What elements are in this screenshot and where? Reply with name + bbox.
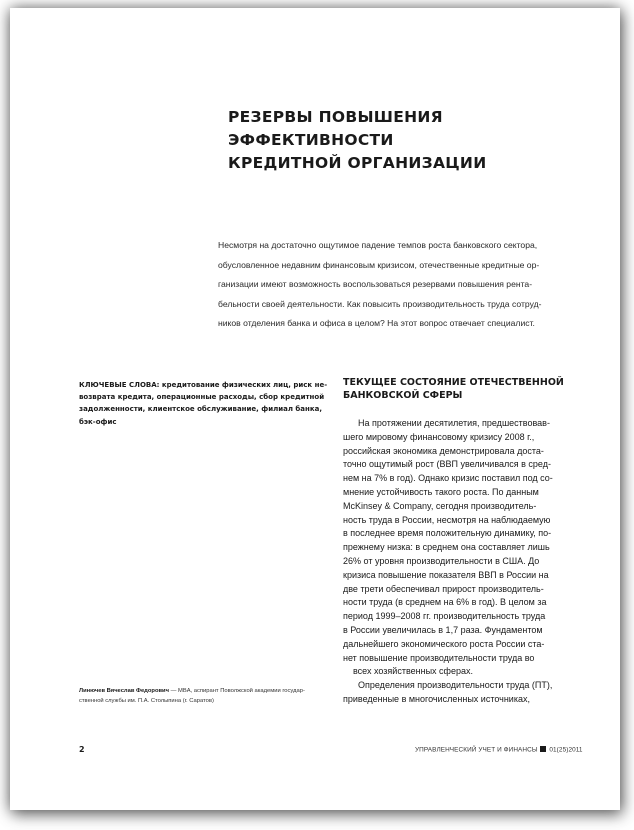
- lead-line: ников отделения банка и офиса в целом? На этот вопрос отвечает специалист.: [218, 318, 535, 329]
- article-title-line: РЕЗЕРВЫ ПОВЫШЕНИЯ ЭФФЕКТИВНОСТИ: [228, 108, 443, 149]
- author-affiliation: — MBA, аспирант Поволжской академии государ-: [168, 688, 305, 694]
- body-line: нем на 7% в год). Однако кризис поставил под со-: [343, 473, 553, 484]
- running-footer: [415, 746, 583, 754]
- section-heading-line: ТЕКУЩЕЕ СОСТОЯНИЕ ОТЕЧЕСТВЕННОЙ: [343, 377, 564, 388]
- section-heading-line: БАНКОВСКОЙ СФЕРЫ: [343, 390, 463, 401]
- body-line: 26% от уровня производительности в США. До: [343, 555, 540, 566]
- lead-paragraph: [218, 236, 588, 334]
- body-line: мнение устойчивость такого роста. По данным: [343, 486, 539, 497]
- keywords-line: возврата кредита, операционные расходы, сбор кредитной: [79, 393, 325, 402]
- author-note: [79, 686, 339, 706]
- keywords-line: КЛЮЧЕВЫЕ СЛОВА: кредитование физических лиц, риск не-: [79, 381, 328, 389]
- body-line: На протяжении десятилетия, предшествовав-: [358, 418, 550, 428]
- body-line: кризиса повышение показателя ВВП в России на: [343, 569, 549, 580]
- keywords-block: [79, 379, 329, 428]
- body-line: McKinsey & Company, сегодня производитель-: [343, 500, 537, 511]
- author-line: [79, 686, 339, 696]
- page-number: 2: [79, 745, 85, 754]
- keywords-line: задолженности, клиентское обслуживание, филиал банка,: [79, 405, 322, 414]
- body-line: дальнейшего экономического роста России ста-: [343, 638, 545, 649]
- square-bullet-icon: [540, 746, 546, 752]
- section-heading: [343, 376, 603, 402]
- author-line: ственной службы им. П.А. Столыпина (г. Саратов): [79, 698, 214, 704]
- lead-line: Несмотря на достаточно ощутимое падение темпов роста банковского сектора,: [218, 240, 538, 250]
- lead-line: обусловленное недавним финансовым кризисом, отечественные кредитные ор-: [218, 259, 540, 270]
- body-column: [343, 417, 603, 707]
- article-title-line: КРЕДИТНОЙ ОРГАНИЗАЦИИ: [228, 154, 487, 172]
- journal-name: УПРАВЛЕНЧЕСКИЙ УЧЕТ И ФИНАНСЫ: [415, 746, 538, 754]
- body-line: шего мировому финансовому кризису 2008 г.,: [343, 431, 535, 442]
- body-line: всех хозяйственных сферах.: [353, 666, 473, 677]
- body-line: точно ощутимый рост (ВВП увеличивался в сред-: [343, 459, 551, 470]
- body-line: в последнее время положительную динамику, по-: [343, 528, 552, 539]
- body-line: российская экономика демонстрировала доста-: [343, 445, 544, 456]
- body-line: период 1999–2008 гг. производительность труда: [343, 611, 546, 622]
- author-name: Линючев Вячеслав Федорович: [79, 688, 169, 694]
- lead-line: бельности своей деятельности. Как повысить производительность труда сотруд-: [218, 298, 542, 309]
- body-line: ности труда (в среднем на 6% в год). В целом за: [343, 597, 547, 608]
- article-title: [228, 106, 608, 175]
- lead-line: ганизации имеют возможность воспользоваться резервами повышения рента-: [218, 279, 533, 290]
- body-line: в России увеличилась в 1,7 раза. Фундаментом: [343, 624, 543, 635]
- keywords-line: бэк-офис: [79, 417, 117, 426]
- body-line: нет повышение производительности труда во: [343, 652, 535, 663]
- body-line: прежнему низка: в среднем она составляет лишь: [343, 542, 550, 553]
- body-line: приведенные в многочисленных источниках,: [343, 693, 530, 704]
- body-line: Определения производительности труда (ПТ),: [358, 680, 553, 691]
- issue-number: 01(25)2011: [549, 746, 583, 754]
- body-line: две трети обеспечивал прирост производитель-: [343, 583, 544, 594]
- body-line: ность труда в России, несмотря на наблюдаемую: [343, 514, 551, 525]
